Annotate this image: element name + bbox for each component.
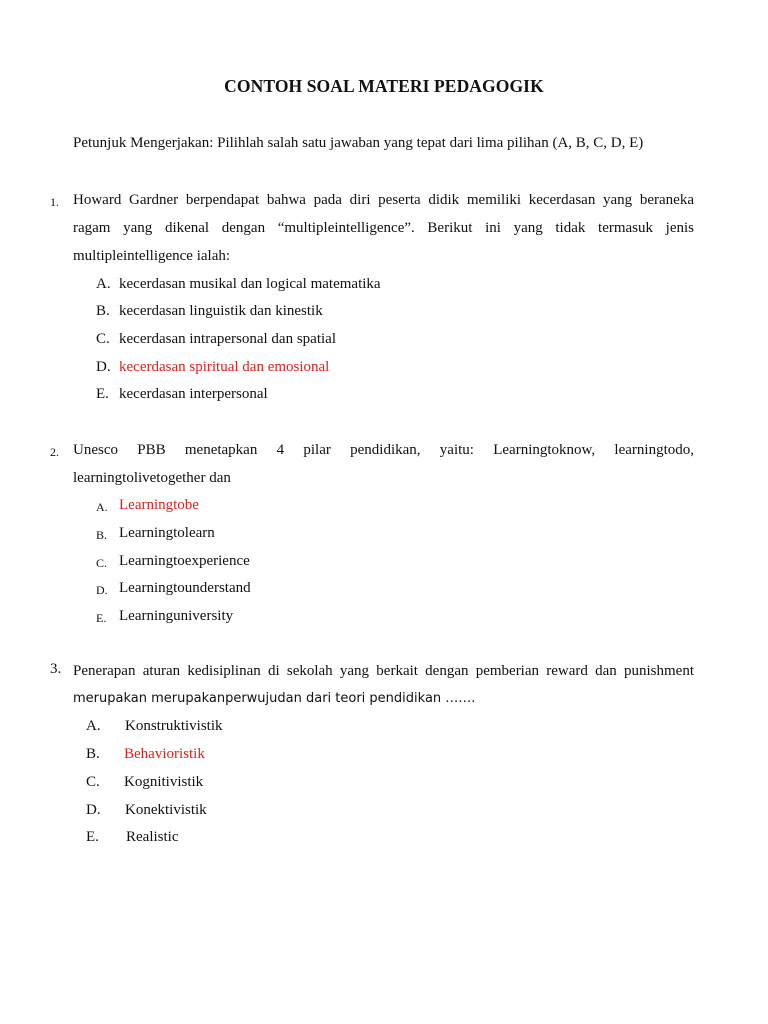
option-letter: E. — [86, 829, 99, 845]
option-letter: B. — [86, 746, 100, 762]
option-letter: B. — [96, 528, 108, 542]
option-text: kecerdasan musikal dan logical matematika — [119, 276, 381, 292]
option-letter: D. — [96, 359, 111, 375]
question-text-line: Unesco PBB menetapkan 4 pilar pendidikan, yaitu: Learningtoknow, learningtodo, — [73, 442, 694, 458]
option-letter: D. — [96, 583, 108, 597]
option-letter: C. — [96, 556, 108, 570]
option-text: kecerdasan interpersonal — [119, 386, 268, 402]
option-text: Learninguniversity — [119, 608, 234, 624]
question-text-line: Howard Gardner berpendapat bahwa pada diri peserta didik memiliki kecerdasan yang beraneka — [73, 192, 694, 208]
option-text: Konektivistik — [125, 802, 207, 818]
option-text: Learningtolearn — [119, 525, 215, 541]
question-text-segment: ragam yang dikenal dengan “multipleintelligence”. Berikut ini yang tidak termasuk jenis — [73, 220, 694, 236]
option-text-answer: kecerdasan spiritual dan emosional — [119, 359, 330, 375]
option-letter: A. — [96, 276, 111, 292]
option-letter: E. — [96, 611, 107, 625]
question-text-line — [73, 218, 694, 238]
question-number: 2. — [50, 445, 59, 459]
option-text: Learningtoexperience — [119, 553, 250, 569]
question-text-line: merupakan merupakanperwujudan dari teori pendidikan ……. — [73, 691, 476, 706]
question-number: 3. — [50, 661, 62, 677]
option-letter: A. — [96, 500, 108, 514]
option-text: kecerdasan intrapersonal dan spatial — [119, 331, 336, 347]
question-text-line: Penerapan aturan kedisiplinan di sekolah yang berkait dengan pemberian reward dan punishment — [73, 663, 694, 679]
option-text: Konstruktivistik — [125, 718, 223, 734]
question-text-line: learningtolivetogether dan — [73, 470, 231, 486]
option-letter: D. — [86, 802, 101, 818]
instruction-text: Petunjuk Mengerjakan: Pilihlah salah satu jawaban yang tepat dari lima pilihan (A, B, C, D, E) — [73, 135, 644, 151]
question-text-line: multipleintelligence ialah: — [73, 248, 231, 264]
option-text: Realistic — [126, 829, 179, 845]
page-title: CONTOH SOAL MATERI PEDAGOGIK — [224, 76, 544, 96]
option-text: kecerdasan linguistik dan kinestik — [119, 303, 323, 319]
option-letter: E. — [96, 386, 109, 402]
option-text-answer: Behavioristik — [124, 746, 205, 762]
question-number: 1. — [50, 195, 59, 209]
option-text: Kognitivistik — [124, 774, 204, 790]
option-letter: C. — [96, 331, 110, 347]
option-text: Learningtounderstand — [119, 580, 251, 596]
option-letter: A. — [86, 718, 101, 734]
option-letter: B. — [96, 303, 110, 319]
option-letter: C. — [86, 774, 100, 790]
option-text-answer: Learningtobe — [119, 497, 199, 513]
